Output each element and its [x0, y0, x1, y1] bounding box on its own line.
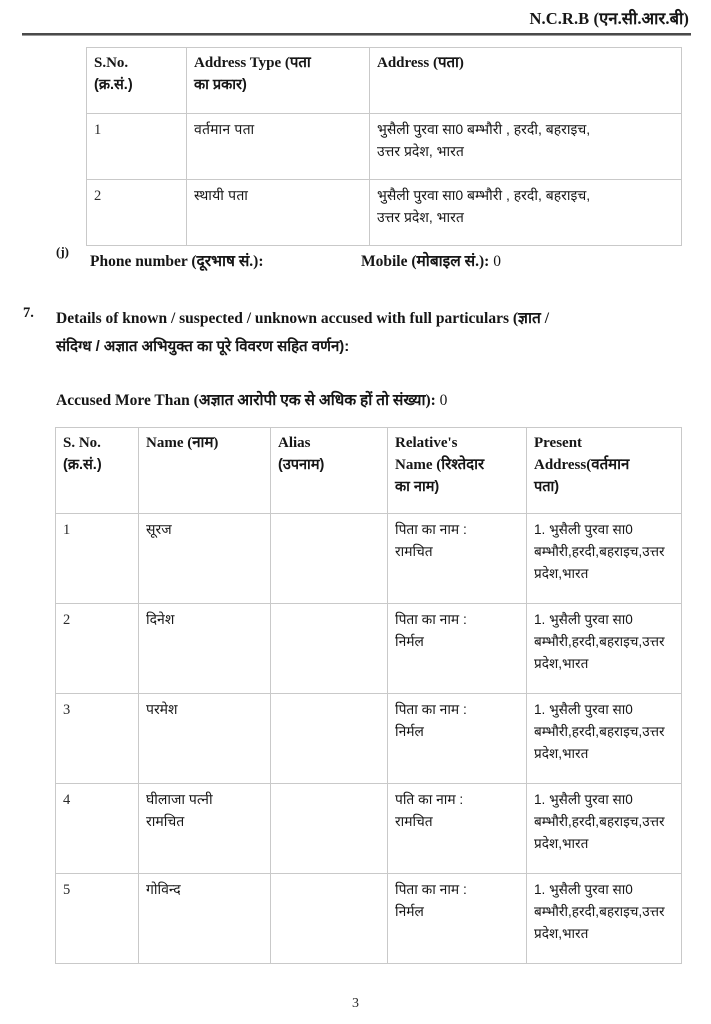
address-row-address: भुसैली पुरवा सा0 बम्भौरी , हरदी, बहराइच, उत्तर प्रदेश, भारत: [370, 180, 682, 246]
header-divider: [22, 33, 691, 36]
address-row-sno: 2: [87, 180, 187, 246]
accused-row-sno: 5: [56, 874, 139, 964]
accused-row-sno: 1: [56, 514, 139, 604]
accused-col-alias-hi: (उपनाम): [278, 456, 325, 473]
accused-row-present-address: 1. भुसैली पुरवा सा0 बम्भौरी,हरदी,बहराइच,उत्तर प्रदेश,भारत: [527, 604, 682, 694]
mobile-number-value: 0: [493, 253, 501, 270]
address-row-address: भुसैली पुरवा सा0 बम्भौरी , हरदी, बहराइच, उत्तर प्रदेश, भारत: [370, 114, 682, 180]
accused-row-present-address: 1. भुसैली पुरवा सा0 बम्भौरी,हरदी,बहराइच,उत्तर प्रदेश,भारत: [527, 874, 682, 964]
address-col-type-hi: का प्रकार): [194, 76, 247, 93]
accused-row-relative-name: पिता का नाम : निर्मल: [388, 694, 527, 784]
accused-more-than-row: [56, 388, 447, 410]
accused-col-present-address-hi: पता): [534, 478, 560, 495]
accused-table-body: [56, 514, 682, 964]
accused-col-present-address: [527, 428, 682, 514]
accused-row-alias: [271, 514, 388, 604]
accused-col-relative-name: [388, 428, 527, 514]
accused-col-relative-hi1: Name (रिश्तेदार: [395, 456, 485, 473]
ncrb-title: N.C.R.B (एन.सी.आर.बी): [529, 9, 689, 28]
accused-col-present-address-en: Present Address(वर्तमान: [534, 435, 630, 473]
accused-row-present-address: 1. भुसैली पुरवा सा0 बम्भौरी,हरदी,बहराइच,उत्तर प्रदेश,भारत: [527, 694, 682, 784]
accused-table: [55, 427, 682, 964]
page-header: [22, 6, 689, 30]
accused-row-present-address: 1. भुसैली पुरवा सा0 बम्भौरी,हरदी,बहराइच,उत्तर प्रदेश,भारत: [527, 514, 682, 604]
accused-row-sno: 2: [56, 604, 139, 694]
accused-col-relative-hi2: का नाम): [395, 478, 440, 495]
address-col-sno-en: S.No.: [94, 55, 129, 71]
section-7-text-line2: संदिग्ध / अज्ञात अभियुक्त का पूरे विवरण सहित वर्णन):: [56, 337, 350, 355]
accused-row-name: दिनेश: [139, 604, 271, 694]
table-row: [56, 784, 682, 874]
address-row-sno: 1: [87, 114, 187, 180]
accused-more-than-value: 0: [439, 392, 448, 409]
accused-table-header-row: [56, 428, 682, 514]
accused-row-alias: [271, 874, 388, 964]
table-row: [56, 604, 682, 694]
address-col-sno: [87, 48, 187, 114]
section-7-text-line1: Details of known / suspected / unknown accused with full particulars (ज्ञात /: [56, 310, 550, 327]
address-col-type-en: Address Type (पता: [194, 55, 311, 71]
address-table-header-row: [87, 48, 682, 114]
accused-row-alias: [271, 694, 388, 784]
address-row-type: वर्तमान पता: [187, 114, 370, 180]
address-row-type: स्थायी पता: [187, 180, 370, 246]
table-row: [87, 114, 682, 180]
phone-item-marker: (j): [56, 244, 69, 259]
accused-row-present-address: 1. भुसैली पुरवा सा0 बम्भौरी,हरदी,बहराइच,उत्तर प्रदेश,भारत: [527, 784, 682, 874]
accused-row-alias: [271, 604, 388, 694]
accused-row-relative-name: पिता का नाम : निर्मल: [388, 874, 527, 964]
address-col-sno-hi: (क्र.सं.): [94, 76, 133, 93]
table-row: [87, 180, 682, 246]
phone-number-row: [56, 244, 676, 273]
accused-row-relative-name: पिता का नाम : निर्मल: [388, 604, 527, 694]
mobile-number-field: [361, 249, 501, 271]
accused-row-alias: [271, 784, 388, 874]
table-row: [56, 694, 682, 784]
accused-col-alias: [271, 428, 388, 514]
address-col-type: [187, 48, 370, 114]
accused-col-sno: [56, 428, 139, 514]
address-col-address: [370, 48, 682, 114]
section-7-number: 7.: [23, 305, 34, 321]
accused-col-relative-en: Relative's: [395, 435, 458, 451]
address-table-container: [86, 47, 682, 246]
address-table: [86, 47, 682, 246]
accused-row-sno: 3: [56, 694, 139, 784]
accused-row-name: परमेश: [139, 694, 271, 784]
accused-col-sno-en: S. No.: [63, 435, 101, 451]
table-row: [56, 514, 682, 604]
accused-col-name: [139, 428, 271, 514]
accused-table-container: [55, 427, 682, 964]
accused-col-sno-hi: (क्र.सं.): [63, 456, 102, 473]
accused-row-sno: 4: [56, 784, 139, 874]
accused-row-name: घीलाजा पत्नी रामचित: [139, 784, 271, 874]
accused-row-relative-name: पति का नाम : रामचित: [388, 784, 527, 874]
mobile-number-label: Mobile (मोबाइल सं.):: [361, 253, 490, 270]
address-col-address-en: Address (पता): [377, 55, 464, 71]
accused-row-name: गोविन्द: [139, 874, 271, 964]
accused-row-name: सूरज: [139, 514, 271, 604]
phone-number-label: Phone number (दूरभाष सं.):: [90, 253, 264, 270]
accused-col-alias-en: Alias: [278, 435, 311, 451]
accused-more-than-label: Accused More Than (अज्ञात आरोपी एक से अधिक हों तो संख्या):: [56, 392, 436, 409]
section-7-heading: [56, 305, 656, 360]
page-number: 3: [352, 996, 359, 1011]
table-row: [56, 874, 682, 964]
accused-row-relative-name: पिता का नाम : रामचित: [388, 514, 527, 604]
accused-col-name-label: Name (नाम): [146, 435, 219, 451]
